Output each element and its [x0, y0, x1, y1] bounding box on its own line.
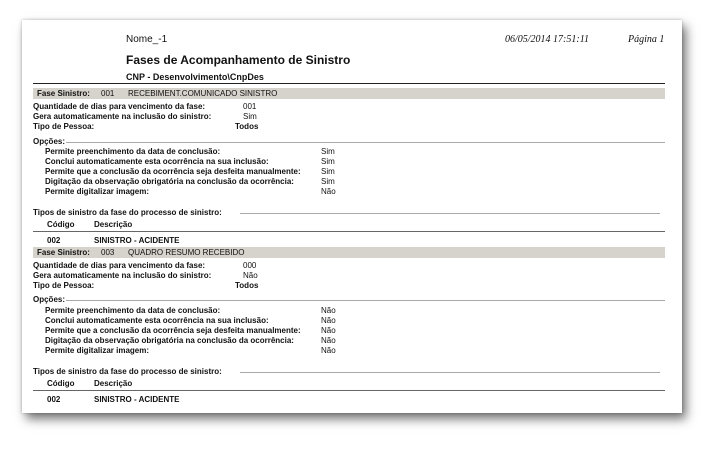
options-label: Opções: — [33, 295, 66, 304]
option-undo-value: Não — [321, 326, 336, 335]
option-undo-value: Sim — [321, 167, 335, 176]
auto-generate-value: Sim — [243, 112, 257, 121]
types-header-rule — [33, 231, 665, 232]
option-auto-conclude-label: Conclui automaticamente esta ocorrência na sua inclusão: — [45, 157, 269, 166]
option-undo-label: Permite que a conclusão da ocorrência seja desfeita manualmente: — [45, 326, 301, 335]
types-heading: Tipos de sinistro da fase do processo de sinistro: — [33, 367, 222, 376]
types-rule — [240, 372, 660, 373]
phase-code: 001 — [101, 89, 115, 98]
types-header-rule — [33, 390, 665, 391]
option-scan-value: Não — [321, 346, 336, 355]
person-type-label: Tipo de Pessoa: — [33, 122, 95, 131]
page-number: Página 1 — [628, 34, 665, 45]
header-rule — [33, 83, 665, 84]
type-description: SINISTRO - ACIDENTE — [94, 395, 180, 404]
option-auto-conclude-value: Não — [321, 316, 336, 325]
days-label: Quantidade de dias para vencimento da fase: — [33, 261, 206, 270]
person-type-label: Tipo de Pessoa: — [33, 281, 95, 290]
option-scan-value: Não — [321, 187, 336, 196]
option-fill-date-label: Permite preenchimento da data de conclusão: — [45, 147, 221, 156]
option-mandatory-obs-label: Digitação da observação obrigatória na conclusão da ocorrência: — [45, 336, 294, 345]
report-subtitle: CNP - Desenvolvimento\CnpDes — [126, 72, 264, 82]
options-label: Opções: — [33, 137, 66, 146]
phase-code: 003 — [101, 248, 115, 257]
types-heading: Tipos de sinistro da fase do processo de sinistro: — [33, 208, 222, 217]
report-title: Fases de Acompanhamento de Sinistro — [126, 53, 351, 67]
person-type-value: Todos — [235, 122, 259, 131]
phase-label: Fase Sinistro: — [37, 89, 90, 98]
phase-label: Fase Sinistro: — [37, 248, 90, 257]
option-mandatory-obs-label: Digitação da observação obrigatória na conclusão da ocorrência: — [45, 177, 294, 186]
options-rule — [66, 300, 665, 301]
type-description: SINISTRO - ACIDENTE — [94, 236, 180, 245]
types-col-description: Descrição — [94, 220, 133, 229]
option-fill-date-value: Sim — [321, 147, 335, 156]
option-fill-date-label: Permite preenchimento da data de conclusão: — [45, 306, 221, 315]
type-code: 002 — [47, 236, 61, 245]
person-type-value: Todos — [235, 281, 259, 290]
option-fill-date-value: Não — [321, 306, 336, 315]
types-rule — [240, 213, 660, 214]
option-undo-label: Permite que a conclusão da ocorrência seja desfeita manualmente: — [45, 167, 301, 176]
options-rule — [66, 142, 665, 143]
type-code: 002 — [47, 395, 61, 404]
option-mandatory-obs-value: Não — [321, 336, 336, 345]
option-scan-label: Permite digitalizar imagem: — [45, 346, 150, 355]
types-col-code: Código — [47, 379, 75, 388]
days-value: 000 — [243, 261, 257, 270]
types-col-code: Código — [47, 220, 75, 229]
option-auto-conclude-value: Sim — [321, 157, 335, 166]
phase-description: QUADRO RESUMO RECEBIDO — [128, 248, 245, 257]
auto-generate-label: Gera automaticamente na inclusão do sinistro: — [33, 271, 212, 280]
option-auto-conclude-label: Conclui automaticamente esta ocorrência na sua inclusão: — [45, 316, 269, 325]
phase-header-bar — [33, 88, 665, 99]
auto-generate-value: Não — [243, 271, 258, 280]
phase-header-bar — [33, 247, 665, 258]
types-col-description: Descrição — [94, 379, 133, 388]
report-datetime: 06/05/2014 17:51:11 — [505, 34, 589, 45]
phase-description: RECEBIMENT.COMUNICADO SINISTRO — [128, 89, 278, 98]
report-name: Nome_-1 — [126, 34, 168, 45]
days-value: 001 — [243, 102, 257, 111]
report-page — [22, 20, 682, 413]
days-label: Quantidade de dias para vencimento da fase: — [33, 102, 206, 111]
auto-generate-label: Gera automaticamente na inclusão do sinistro: — [33, 112, 212, 121]
option-mandatory-obs-value: Sim — [321, 177, 335, 186]
option-scan-label: Permite digitalizar imagem: — [45, 187, 150, 196]
